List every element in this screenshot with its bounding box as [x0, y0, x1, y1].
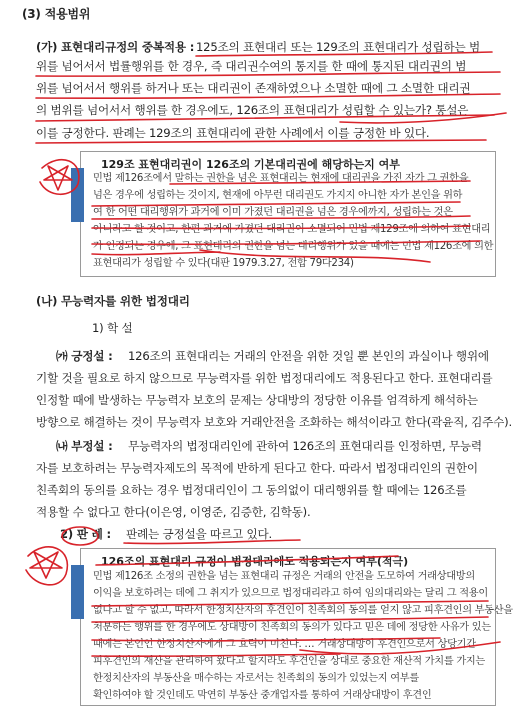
precedent-box-1	[80, 151, 496, 277]
part-b-heading: (나) 무능력자를 위한 법정대리	[36, 294, 190, 308]
deny-line-2: 자를 보호하려는 무능력자제도의 목적에 반하게 된다고 한다. 따라서 법정대리인의 권한이	[36, 461, 478, 475]
section-heading: (3) 적용범위	[22, 7, 91, 21]
box-1-line-3: 여 한 어떤 대리행위가 과거에 이미 가졌던 대리권을 넘은 경우에까지, 성립하는 것은	[93, 207, 453, 218]
part-a-line-5: 이를 긍정한다. 판례는 129조의 표현대리에 관한 사례에서 이를 긍정한 바 있다.	[36, 126, 430, 140]
box-1-line-6: 표현대리가 성립할 수 있다(대판 1979.3.27, 전합 79다234)	[93, 258, 354, 269]
precedent-box-2	[80, 548, 513, 706]
affirm-line-3: 인정할 때에 발생하는 무능력자 보호의 문제는 상대방의 정당한 이유를 엄격하게 해석하는	[36, 393, 478, 407]
affirm-line-1: 126조의 표현대리는 거래의 안전을 위한 것일 뿐 본인의 과실이나 행위에	[128, 349, 489, 363]
box-1-line-2: 넘은 경우에 성립하는 것이지, 현재에 아무런 대리권도 가지지 아니한 자가 본인을 위하	[93, 190, 463, 201]
part-a-line-1: 125조의 표현대리 또는 129조의 표현대리가 성립하는 범	[196, 40, 480, 54]
box-1-line-5: 가 인정되는 경우에, 그 표현대리의 권한을 넘는 대리행위가 있을 때에는 민법 제126조에 의한	[93, 241, 494, 252]
box-2-line-5: 때에는 본인인 한정치산자에게 그 효력이 미친다. … 거래상대방이 후견인으로서 상당기간	[93, 639, 476, 650]
box-1-line-4: 아니라고 할 것이고, 한편 과거에 가졌던 대리권이 소멸되어 민법 제129조에 의하여 표현대리	[93, 224, 491, 235]
affirm-line-4: 방향으로 해결하는 것이 무능력자 보호와 거래안전을 조화하는 해석이라고 한다(곽윤직, 김주수).	[36, 415, 512, 429]
part-a-label: (가) 표현대리규정의 중복적용 :	[36, 40, 195, 54]
box-2-line-6: 피후견인의 재산을 관리하여 왔다고 할지라도 후견인을 상대로 중요한 재산적 가치를 가지는	[93, 656, 485, 667]
part-a-line-3: 위를 넘어서서 행위를 하거나 또는 대리권이 존재하였으나 소멸한 때에 그 소멸한 대리권	[36, 81, 471, 95]
deny-line-3: 친족회의 동의를 요하는 경우 법정대리인이 그 동의없이 대리행위를 할 때에는 126조를	[36, 483, 467, 497]
box-2-line-7: 한정치산자의 부동산을 매수하는 자로서는 친족회의 동의가 있었는지 여부를	[93, 673, 419, 684]
precedent-text: 판례는 긍정설을 따르고 있다.	[126, 527, 272, 541]
box-2-line-1: 민법 제126조 소정의 권한을 넘는 표현대리 규정은 거래의 안전을 도모하여 거래상대방의	[93, 571, 475, 582]
part-a-line-2: 위를 넘어서서 법률행위를 한 경우, 즉 대리권수여의 통지를 한 때에 통지된 대리권의 범	[36, 59, 467, 73]
deny-line-4: 적용할 수 없다고 한다(이은영, 이영준, 김증한, 김학동).	[36, 505, 311, 519]
box-1-line-1: 민법 제126조에서 말하는 권한을 넘은 표현대리는 현재에 대리권을 가진 자가 그 권한을	[93, 173, 469, 184]
pen-star	[44, 166, 72, 190]
box-2-side-tab	[71, 565, 84, 619]
part-b-subheading: 1) 학 설	[92, 321, 133, 335]
deny-line-1: 무능력자의 법정대리인에 관하여 126조의 표현대리를 인정하면, 무능력	[128, 439, 482, 453]
box-2-title: 126조의 표현대리 규정이 법정대리에도 적용되는지 여부(적극)	[101, 555, 409, 568]
pen-star-circle	[26, 547, 67, 585]
box-2-line-2: 이익을 보호하려는 데에 그 취지가 있으므로 법정대리라고 하여 임의대리와는 달리 그 적용이	[93, 588, 488, 599]
box-2-line-4: 처분하는 행위를 한 경우에도 상대방이 친족회의 동의가 있다고 믿은 데에 정당한 사유가 있는	[93, 622, 491, 633]
box-1-title: 129조 표현대리권이 126조의 기본대리권에 해당하는지 여부	[101, 158, 400, 171]
pen-underline	[36, 140, 486, 143]
box-2-line-3: 없다고 할 수 없고, 따라서 한정치산자의 후견인이 친족회의 동의를 얻지 않고 피후견인의 부동산을	[93, 605, 513, 616]
part-a-line-4: 의 범위를 넘어서서 행위를 한 경우에도, 126조의 표현대리가 성립할 수 있는가? 통설은	[36, 103, 469, 117]
deny-label: ㈏ 부정설 :	[56, 439, 113, 453]
precedent-label: 2) 판 례 :	[60, 527, 111, 541]
affirm-label: ㈎ 긍정설 :	[56, 349, 113, 363]
box-1-side-tab	[71, 168, 84, 222]
box-2-line-8: 확인하여야 할 것인데도 막연히 부동산 중개업자를 통하여 거래상대방이 후견인	[93, 690, 432, 701]
affirm-line-2: 기할 것을 필요로 하지 않으므로 무능력자를 위한 법정대리에도 적용된다고 한다. 표현대리를	[36, 371, 493, 385]
pen-star	[30, 552, 62, 578]
